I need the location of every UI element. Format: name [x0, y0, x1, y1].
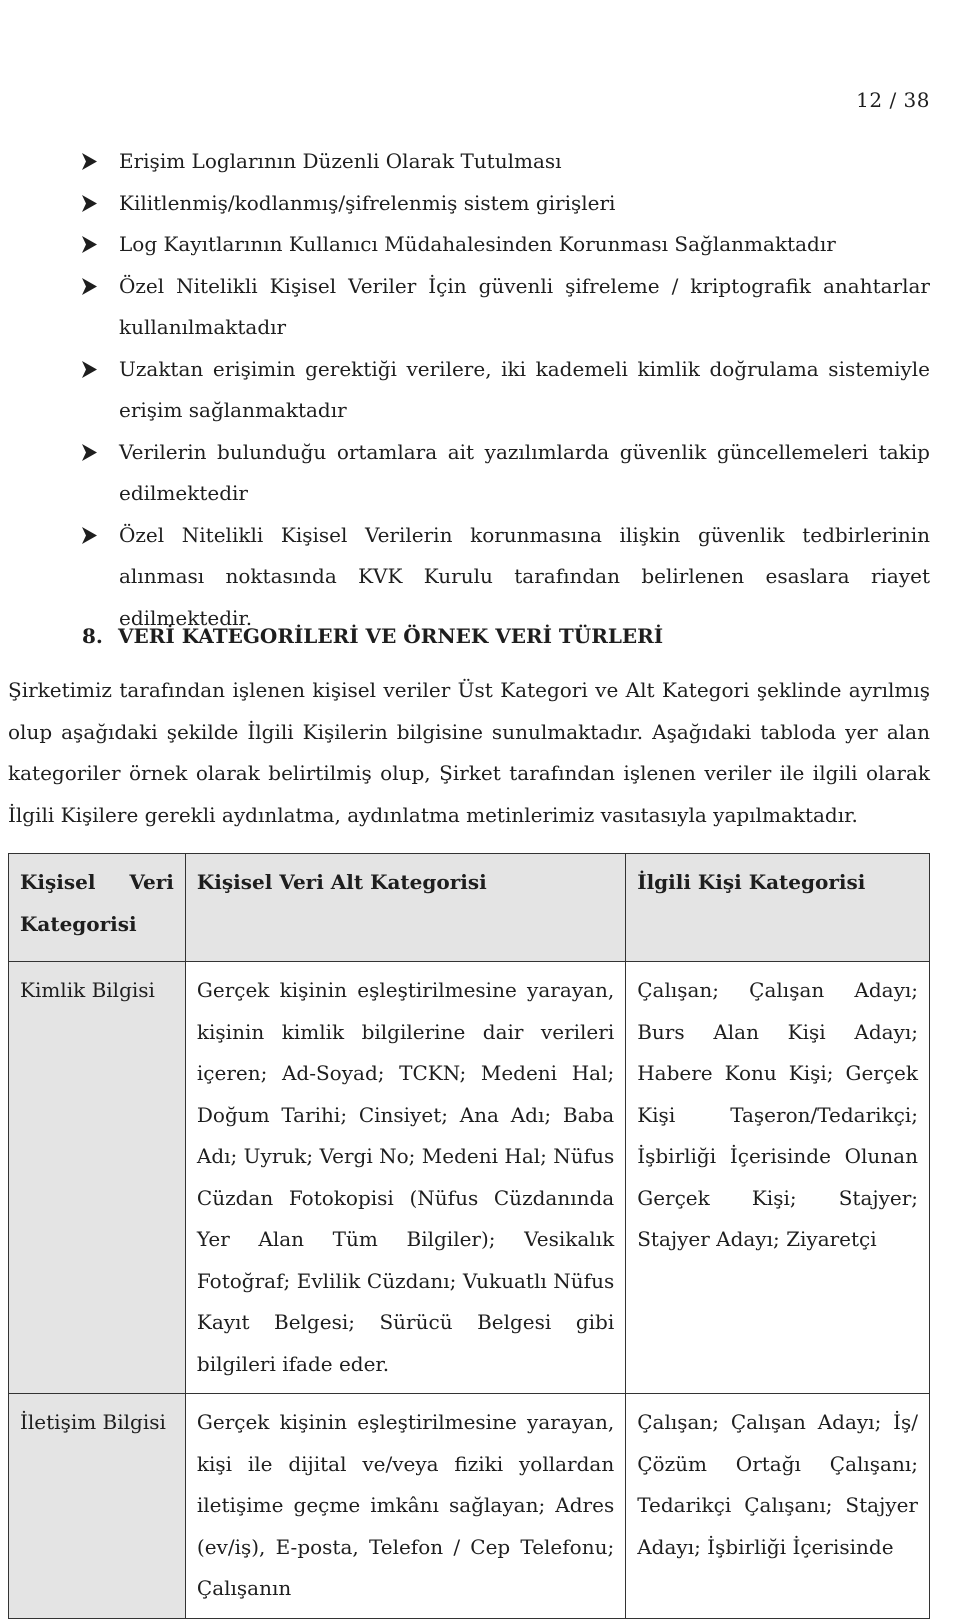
list-item-text: Log Kayıtlarının Kullanıcı Müdahalesinden Korunması Sağlanmaktadır: [119, 232, 836, 256]
section-number: 8.: [82, 624, 103, 648]
list-item-text: Verilerin bulunduğu ortamlara ait yazılımlarda güvenlik güncellemeleri takip edilmektedir: [119, 439, 930, 505]
arrowhead-bullet-icon: [82, 349, 119, 391]
table-header-row: [9, 854, 930, 962]
table-row: [9, 962, 930, 1394]
list-item: [82, 266, 930, 349]
intro-paragraph: Şirketimiz tarafından işlenen kişisel veriler Üst Kategori ve Alt Kategori şeklinde ayrılmış olup aşağıdaki şekilde İlgili Kişilerin bilgisine sunulmaktadır. Aşağıdaki tabloda yer alan kategoriler örnek olarak belirtilmiş olup, Şirket tarafından işlenen veriler ile ilgili olarak İlgili Kişilere gerekli aydınlatma, aydınlatma metinlerimiz vasıtasıyla yapılmaktadır.: [8, 678, 930, 827]
column-header-persons: İlgili Kişi Kategorisi: [626, 854, 930, 962]
section-title: VERİ KATEGORİLERİ VE ÖRNEK VERİ TÜRLERİ: [118, 624, 664, 648]
persons-cell: Çalışan; Çalışan Adayı; Burs Alan Kişi Adayı; Habere Konu Kişi; Gerçek Kişi Taşeron/Tedarikçi; İşbirliği İçerisinde Olunan Gerçek Kişi; Stajyer; Stajyer Adayı; Ziyaretçi: [626, 962, 930, 1394]
security-measures-list: [82, 141, 930, 639]
column-header-subcategory: Kişisel Veri Alt Kategorisi: [185, 854, 625, 962]
list-item-text: Kilitlenmiş/kodlanmış/şifrelenmiş sistem girişleri: [119, 190, 616, 215]
subcategory-cell: Gerçek kişinin eşleştirilmesine yarayan, kişi ile dijital ve/veya fiziki yollardan iletişime geçme imkânı sağlayan; Adres (ev/iş), E-posta, Telefon / Cep Telefonu; Çalışanın: [185, 1394, 625, 1619]
list-item-text: Özel Nitelikli Kişisel Veriler İçin güvenli şifreleme / kriptografik anahtarlar kullanılmaktadır: [119, 273, 930, 339]
list-item: [82, 141, 930, 183]
list-item: [82, 349, 930, 432]
list-item: [82, 183, 930, 225]
section-heading: [82, 618, 663, 654]
arrowhead-bullet-icon: [82, 141, 119, 183]
page-number: 12 / 38: [856, 88, 930, 112]
arrowhead-bullet-icon: [82, 224, 119, 266]
list-item: [82, 432, 930, 515]
category-cell: İletişim Bilgisi: [9, 1394, 186, 1619]
arrowhead-bullet-icon: [82, 515, 119, 557]
arrowhead-bullet-icon: [82, 183, 119, 225]
column-header-category: Kişisel Veri Kategorisi: [9, 854, 186, 962]
category-cell: Kimlik Bilgisi: [9, 962, 186, 1394]
arrowhead-bullet-icon: [82, 266, 119, 308]
subcategory-cell: Gerçek kişinin eşleştirilmesine yarayan, kişinin kimlik bilgilerine dair verileri içeren; Ad-Soyad; TCKN; Medeni Hal; Doğum Tarihi; Cinsiyet; Ana Adı; Baba Adı; Uyruk; Vergi No; Medeni Hal; Nüfus Cüzdan Fotokopisi (Nüfus Cüzdanında Yer Alan Tüm Bilgiler); Vesikalık Fotoğraf; Evlilik Cüzdanı; Vukuatlı Nüfus Kayıt Belgesi; Sürücü Belgesi gibi bilgileri ifade eder.: [185, 962, 625, 1394]
list-item-text: Uzaktan erişimin gerektiği verilere, iki kademeli kimlik doğrulama sistemiyle erişim sağlanmaktadır: [119, 356, 930, 422]
list-item-text: Erişim Loglarının Düzenli Olarak Tutulması: [119, 149, 562, 173]
table-row: [9, 1394, 930, 1619]
list-item: [82, 224, 930, 266]
list-item-text: Özel Nitelikli Kişisel Verilerin korunmasına ilişkin güvenlik tedbirlerinin alınması noktasında KVK Kurulu tarafından belirlenen esaslara riayet edilmektedir.: [119, 522, 930, 630]
arrowhead-bullet-icon: [82, 432, 119, 474]
data-category-table: [8, 853, 930, 1619]
persons-cell: Çalışan; Çalışan Adayı; İş/Çözüm Ortağı Çalışanı; Tedarikçi Çalışanı; Stajyer Adayı; İşbirliği İçerisinde: [626, 1394, 930, 1619]
